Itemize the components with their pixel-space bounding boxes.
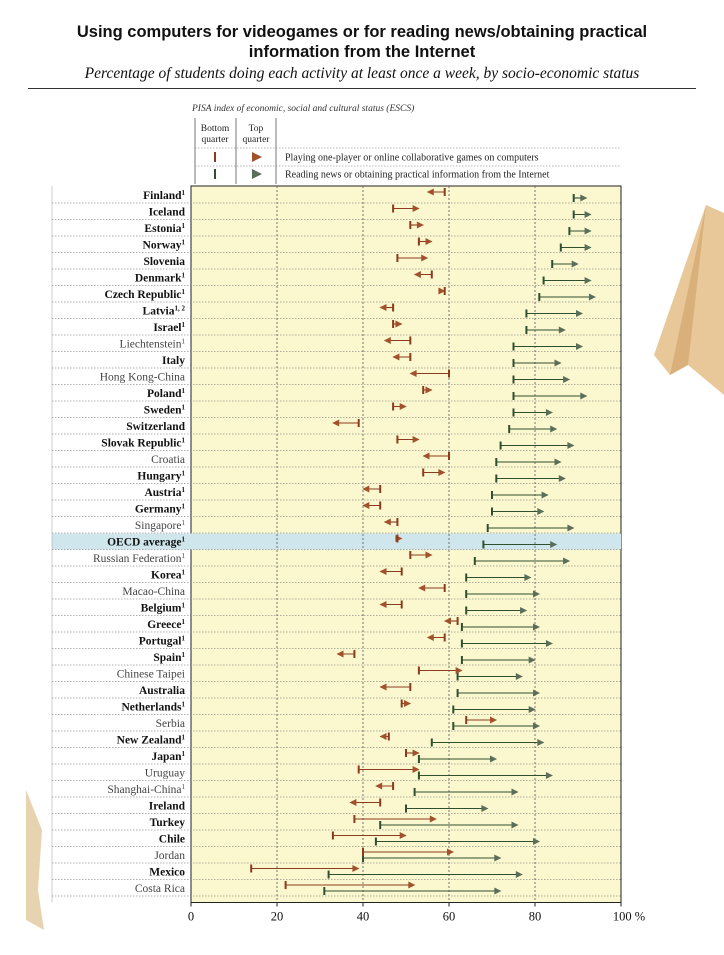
games-bottom-marker-hong-kong-china (448, 370, 450, 378)
country-name: Serbia (155, 718, 185, 730)
legend-bottom-marker-games (214, 152, 216, 162)
country-name: Czech Republic (104, 289, 182, 301)
country-footnote: 1, 2 (174, 304, 185, 313)
news-bottom-marker-slovenia (551, 260, 553, 268)
country-footnote: 1 (181, 288, 185, 296)
news-bottom-marker-finland (573, 194, 575, 202)
country-name: Chinese Taipei (116, 668, 185, 681)
news-bottom-marker-czech-republic (538, 293, 540, 301)
escs-index-label: PISA index of economic, social and cultural status (ESCS) (192, 104, 415, 114)
games-bottom-marker-new-zealand (388, 733, 390, 741)
news-bottom-marker-japan (418, 755, 420, 763)
country-footnote: 1 (181, 486, 185, 494)
country-footnote: 1 (181, 552, 185, 560)
country-footnote: 1 (181, 601, 185, 610)
country-footnote: 1 (181, 750, 185, 758)
country-label-denmark (135, 272, 186, 285)
games-bottom-marker-oecd-average (396, 535, 398, 543)
country-name: Australia (139, 685, 185, 697)
news-bottom-marker-greece (461, 623, 463, 631)
legend-top-marker-news (252, 169, 262, 179)
country-label-poland (147, 387, 186, 400)
country-footnote: 1 (181, 783, 185, 791)
games-bottom-marker-finland (444, 188, 446, 196)
news-bottom-marker-israel (525, 326, 527, 334)
country-label-chile (159, 834, 185, 846)
news-bottom-marker-liechtenstein (513, 343, 515, 351)
country-footnote: 1 (181, 222, 185, 230)
games-bottom-marker-ireland (379, 799, 381, 807)
country-label-ireland (149, 801, 186, 813)
country-label-greece (147, 618, 185, 631)
games-bottom-marker-switzerland (358, 419, 360, 427)
x-tick-label-20: 20 (270, 909, 284, 924)
country-label-macao-china (122, 586, 185, 598)
country-label-liechtenstein (120, 338, 186, 351)
country-name: Italy (162, 355, 185, 367)
games-bottom-marker-czech-republic (444, 287, 446, 295)
country-footnote: 1 (181, 189, 185, 197)
country-name: Shanghai-China (107, 784, 182, 796)
country-label-chinese-taipei (117, 669, 185, 681)
country-footnote: 1 (181, 387, 185, 395)
news-bottom-marker-ireland (405, 805, 407, 813)
country-name: Chile (158, 833, 185, 846)
news-bottom-marker-chile (375, 838, 377, 846)
country-label-slovak-republic (101, 437, 185, 450)
news-bottom-marker-switzerland (508, 425, 510, 433)
country-name: Liechtenstein (119, 338, 182, 351)
country-label-costa-rica (135, 883, 185, 895)
country-label-mexico (149, 867, 185, 879)
paper-fold-decoration-left (26, 790, 46, 930)
country-label-austria (144, 486, 185, 499)
country-footnote: 1 (181, 321, 185, 329)
games-bottom-marker-austria (379, 485, 381, 493)
country-name: Latvia (142, 305, 175, 318)
x-tick-label-80: 80 (528, 909, 542, 924)
country-name: Hungary (137, 470, 182, 483)
games-bottom-marker-mexico (250, 865, 252, 873)
country-name: Korea (151, 569, 182, 582)
country-label-portugal (139, 635, 186, 648)
games-bottom-marker-costa-rica (285, 881, 287, 889)
country-name: Croatia (151, 454, 185, 466)
country-label-czech-republic (105, 288, 186, 301)
games-bottom-marker-latvia (392, 304, 394, 312)
games-bottom-marker-macao-china (444, 584, 446, 592)
country-label-norway (143, 239, 186, 252)
news-bottom-marker-croatia (495, 458, 497, 466)
games-bottom-marker-netherlands (401, 700, 403, 708)
country-footnote: 1 (181, 502, 185, 511)
country-label-belgium (141, 602, 186, 615)
country-label-estonia (144, 222, 185, 235)
games-bottom-marker-sweden (392, 403, 394, 411)
country-name: Sweden (143, 404, 182, 417)
legend-header-bottom-1: Bottom (200, 124, 230, 134)
news-bottom-marker-netherlands (452, 706, 454, 714)
country-name: Slovak Republic (101, 437, 182, 450)
country-name: Russian Federation (93, 553, 182, 565)
country-footnote: 1 (181, 403, 185, 412)
news-bottom-marker-belgium (465, 607, 467, 615)
country-name: OECD average (107, 536, 182, 549)
games-bottom-marker-slovak-republic (396, 436, 398, 444)
country-footnote: 1 (181, 568, 185, 577)
country-footnote: 1 (181, 337, 185, 346)
country-name: Germany (134, 503, 182, 516)
news-bottom-marker-hong-kong-china (513, 376, 515, 384)
country-label-singapore (135, 519, 186, 532)
country-label-germany (135, 503, 186, 516)
country-label-italy (162, 355, 185, 367)
games-bottom-marker-italy (409, 353, 411, 361)
country-name: Ireland (148, 800, 185, 813)
x-tick-label-0: 0 (187, 909, 195, 924)
news-bottom-marker-norway (560, 244, 562, 252)
news-bottom-marker-hungary (495, 475, 497, 483)
country-name: Belgium (140, 602, 182, 615)
games-bottom-marker-poland (422, 386, 424, 394)
country-name: Netherlands (121, 701, 182, 714)
news-bottom-marker-mexico (328, 871, 330, 879)
country-label-oecd-average (107, 536, 185, 549)
country-name: Norway (142, 239, 182, 252)
country-name: Costa Rica (134, 883, 185, 895)
games-bottom-marker-uruguay (358, 766, 360, 774)
games-bottom-marker-jordan (362, 848, 364, 856)
country-name: Japan (151, 751, 182, 763)
legend-top-marker-games (252, 152, 262, 162)
news-bottom-marker-poland (513, 392, 515, 400)
country-footnote: 1 (181, 238, 185, 247)
legend-label-news: Reading news or obtaining practical information from the Internet (285, 169, 550, 181)
country-label-spain (153, 651, 185, 664)
country-footnote: 1 (181, 733, 185, 742)
country-label-hungary (137, 470, 185, 483)
games-bottom-marker-denmark (431, 271, 433, 279)
news-bottom-marker-iceland (573, 211, 575, 219)
country-label-sweden (144, 404, 186, 417)
country-label-new-zealand (117, 734, 186, 747)
news-bottom-marker-australia (457, 689, 459, 697)
country-name: New Zealand (116, 734, 182, 747)
games-bottom-marker-portugal (444, 634, 446, 642)
country-name: Slovenia (143, 256, 185, 268)
country-label-uruguay (145, 768, 185, 780)
country-label-latvia (143, 305, 186, 318)
country-label-jordan (154, 850, 185, 862)
games-bottom-marker-chile (332, 832, 334, 840)
country-name: Finland (143, 190, 182, 202)
news-bottom-marker-new-zealand (431, 739, 433, 747)
games-bottom-marker-chinese-taipei (418, 667, 420, 675)
news-bottom-marker-austria (491, 491, 493, 499)
games-bottom-marker-norway (418, 238, 420, 246)
games-bottom-marker-korea (401, 568, 403, 576)
news-bottom-marker-sweden (513, 409, 515, 417)
games-bottom-marker-estonia (409, 221, 411, 229)
country-name: Austria (144, 487, 182, 499)
country-name: Denmark (134, 272, 182, 285)
chart-title-line-1: Using computers for videogames or for reading news/obtaining practical (76, 23, 648, 41)
news-bottom-marker-russian-federation (474, 557, 476, 565)
country-footnote: 1 (181, 618, 185, 626)
news-bottom-marker-chinese-taipei (457, 673, 459, 681)
country-label-hong-kong-china (100, 372, 185, 384)
country-label-serbia (156, 718, 185, 730)
country-name: Iceland (148, 206, 185, 219)
news-bottom-marker-oecd-average (482, 541, 484, 549)
games-bottom-marker-australia (409, 683, 411, 691)
legend-header-bottom-2: quarter (201, 135, 229, 145)
country-name: Spain (153, 652, 182, 664)
news-bottom-marker-shanghai-china (414, 788, 416, 796)
country-label-korea (151, 569, 185, 582)
country-footnote: 1 (181, 634, 185, 643)
paper-fold-decoration (648, 205, 724, 395)
country-name: Portugal (138, 635, 182, 648)
news-bottom-marker-costa-rica (323, 887, 325, 895)
country-label-slovenia (143, 256, 185, 268)
news-bottom-marker-portugal (461, 640, 463, 648)
news-bottom-marker-macao-china (465, 590, 467, 598)
games-bottom-marker-hungary (422, 469, 424, 477)
country-name: Greece (147, 619, 182, 631)
news-bottom-marker-uruguay (418, 772, 420, 780)
games-bottom-marker-croatia (448, 452, 450, 460)
news-bottom-marker-korea (465, 574, 467, 582)
games-bottom-marker-iceland (392, 205, 394, 213)
legend-label-games: Playing one-player or online collaborative games on computers (285, 152, 539, 164)
country-name: Macao-China (122, 586, 185, 598)
news-bottom-marker-singapore (487, 524, 489, 532)
country-name: Jordan (154, 850, 185, 862)
country-name: Singapore (134, 520, 182, 532)
games-bottom-marker-japan (405, 749, 407, 757)
country-name: Poland (146, 388, 182, 400)
news-bottom-marker-latvia (525, 310, 527, 318)
country-footnote: 1 (181, 519, 185, 527)
games-bottom-marker-serbia (465, 716, 467, 724)
country-name: Hong Kong-China (99, 371, 185, 384)
x-tick-label-60: 60 (442, 909, 456, 924)
news-bottom-marker-denmark (543, 277, 545, 285)
chart-subtitle: Percentage of students doing each activity at least once a week, by socio-economic status (84, 65, 640, 82)
country-footnote: 1 (181, 651, 185, 659)
legend-header-top-1: Top (248, 124, 264, 134)
games-bottom-marker-slovenia (396, 254, 398, 262)
x-tick-label-100: 100 % (612, 909, 646, 924)
games-bottom-marker-germany (379, 502, 381, 510)
legend-bottom-marker-news (214, 169, 216, 179)
country-label-japan (151, 750, 185, 763)
games-bottom-marker-shanghai-china (392, 782, 394, 790)
games-bottom-marker-israel (392, 320, 394, 328)
country-label-russian-federation (93, 552, 185, 565)
games-bottom-marker-greece (457, 617, 459, 625)
country-name: Switzerland (126, 421, 185, 433)
news-bottom-marker-serbia (452, 722, 454, 730)
country-label-croatia (151, 454, 185, 466)
country-label-israel (153, 321, 185, 334)
country-label-turkey (150, 817, 186, 829)
country-label-netherlands (121, 701, 185, 714)
news-bottom-marker-slovak-republic (500, 442, 502, 450)
news-bottom-marker-spain (461, 656, 463, 664)
x-tick-label-40: 40 (356, 909, 370, 924)
country-label-iceland (149, 207, 186, 219)
games-bottom-marker-belgium (401, 601, 403, 609)
games-bottom-marker-spain (353, 650, 355, 658)
legend-header-top-2: quarter (242, 135, 270, 145)
country-footnote: 1 (181, 469, 185, 478)
country-footnote: 1 (181, 271, 185, 280)
news-bottom-marker-turkey (379, 821, 381, 829)
country-footnote: 1 (181, 535, 185, 544)
games-bottom-marker-turkey (353, 815, 355, 823)
country-label-finland (143, 189, 185, 202)
country-name: Israel (153, 322, 182, 334)
games-bottom-marker-russian-federation (409, 551, 411, 559)
country-name: Mexico (149, 866, 185, 879)
games-bottom-marker-liechtenstein (409, 337, 411, 345)
country-name: Estonia (144, 223, 182, 235)
country-name: Turkey (149, 817, 185, 829)
country-label-shanghai-china (107, 783, 185, 796)
country-name: Uruguay (144, 767, 185, 780)
country-footnote: 1 (181, 700, 185, 709)
country-label-australia (139, 685, 185, 697)
country-label-switzerland (126, 421, 185, 433)
chart-title-line-2: information from the Internet (248, 43, 476, 61)
news-bottom-marker-italy (513, 359, 515, 367)
news-bottom-marker-germany (491, 508, 493, 516)
news-bottom-marker-estonia (568, 227, 570, 235)
country-footnote: 1 (181, 436, 185, 445)
games-bottom-marker-singapore (396, 518, 398, 526)
